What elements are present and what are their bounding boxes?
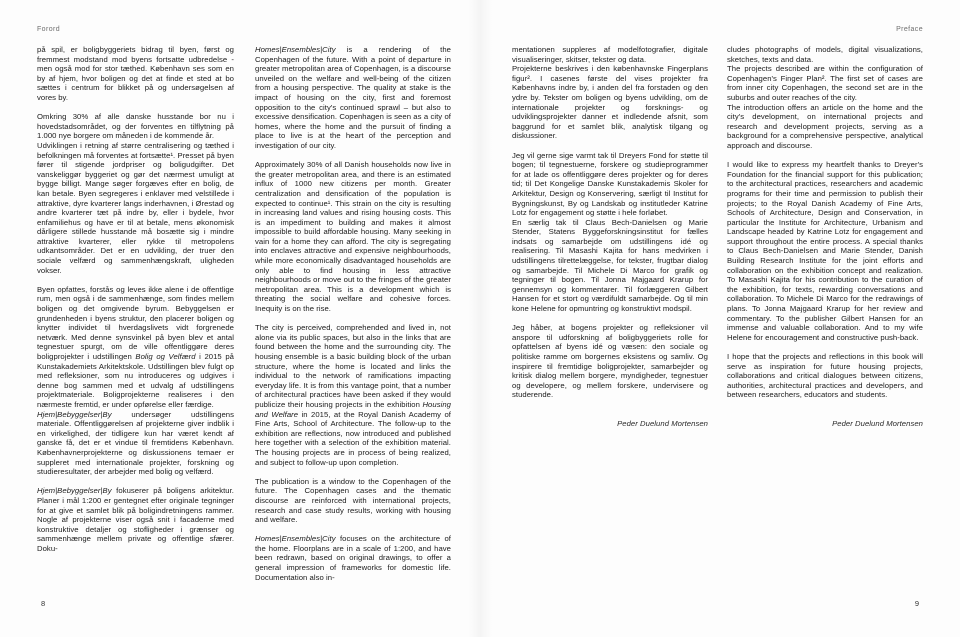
text-run: I hope that the projects and reflections in this book will serve as inspiration for future housing projects, collaborations and critical dialogues between citizens, authorities, architectural practices and developers, and between researchers, educators and students.: [727, 352, 923, 400]
text-run: Udviklingen i retning af større centralisering og tæthed i befolkningen må forventes at fortsætte¹. Presset på byen fører til stigende jordpriser og boligudgifter. Det vanskeliggør byggeriet og gør det nærmest umuligt at bygge billigt. Mange søger forgæves efter en bolig, de kan betale. Byen segregeres i enklaver med velstillede i attraktive, dyre kvarterer langs inderhavnen, i Ørestad og andre kvarterer tæt på indre by, eller i bydele, hvor enfamiliehus og have er til at betale, mens økonomisk dårligere stillede husstande må bosætte sig i mindre attraktive kvarterer, eller rykke til metropolens udkantsområder. Det er en udvikling, der truer den sociale velfærd og sammenhængskraft, uligheden vokser.: [37, 140, 234, 275]
paragraph: [512, 323, 708, 400]
italic-text-run: Bolig og Velfærd: [135, 352, 196, 361]
running-header-preface: Preface: [896, 26, 923, 33]
paragraph: [255, 323, 451, 467]
italic-text-run: Homes|Ensembles|City: [255, 534, 336, 544]
text-run: The introduction offers an article on the home and the city's development, on international projects and research and development projects, serving as a background for a comprehensive perspective, analytical approach and discourse.: [727, 102, 923, 150]
paragraph: [512, 218, 708, 314]
italic-text-run: Hjem|Bebyggelser|By: [37, 409, 112, 419]
paragraph: [727, 45, 923, 64]
text-run: I would like to express my heartfelt thanks to Dreyer's Foundation for the financial support for this publication; to the architectural practices, researchers and academic programs for their time and permission to publish their projects; to the Royal Danish Academy of Fine Arts, Schools of Architecture, Design and Conservation, in particular the Institute for Architecture, Urbanism and Landscape headed by Katrine Lotz for engagement and support throughout the entire process. A special thanks to Claus Bech-Danielsen and Marie Stender, Danish Building Research Institute for the joint efforts and collaboration on the exhibition concept and realization. To Masashi Kajita for his contribution to the curation of the exhibition, for texts, rewarding conversations and collaboration. To Michele Di Marco for the redrawings of plans. To Jonna Majgaard Krarup for her review and commentary. To the publisher Gilbert Hansen for an immense and valuable collaboration. And to my wife Helene for encouragement and constructive push-back.: [727, 160, 923, 342]
text-run: The city is perceived, comprehended and lived in, not alone via its public spaces, but also in the links that are found between the home and the surrounding city. The housing ensemble is a basic building block of the urban structure, where the home is located and links the individual to the network of ramifications impacting everyday life. It is from this vantage point, that a number of architectural practices have been asked if they would publicize their housing projects in the exhibition: [255, 323, 451, 409]
paragraph: [512, 45, 708, 64]
text-run: Byen opfattes, forstås og leves ikke alene i de offentlige rum, men også i de sammenhænge, som findes mellem boligen og det omgivende byrum. Bebyggelsen er grundenheden i byens struktur, den placerer boligen og knytter individet til hverdagslivets vidt forgrenede netværk. Med denne synsvinkel på byen blev et antal tegnestuer spurgt, om de ville offentliggøre deres boligprojekter i udstillingen: [37, 284, 234, 361]
italic-text-run: Homes|Ensembles|City: [255, 45, 336, 54]
text-run: in 2015, at the Royal Danish Academy of Fine Arts, School of Architecture. The follow-up to the exhibition are reflections, now introduced and published here together with a selection of the exhibition material. The housing projects are in process of being realized, and subject to follow-up upon completion.: [255, 409, 451, 467]
text-run: En særlig tak til Claus Bech-Danielsen og Marie Stender, Statens Byggeforskningsinstitut for fælles indsats og samarbejde om udstillingens idé og realisering. Til Masashi Kajita for hans medvirken i udstillingens tilrettelæggelse, for tekster, frugtbar dialog og samarbejde. Til Michele Di Marco for grafik og tegninger til bogen. Til Jonna Majgaard Krarup for gennemsyn og kommentarer. Til forlæggeren Gilbert Hansen for et stort og værdifuldt samarbejde. Og til min kone Helene for opmuntring og konstruktivt modspil.: [512, 217, 708, 314]
text-run: Jeg håber, at bogens projekter og refleksioner vil anspore til udforskning af boligbyggeriets rolle for opfattelsen af byens idé og væsen: den sociale og politiske ramme om borgernes eksistens og samliv. Og inspirere til fremtidige boligprojekter, samarbejder og kritisk dialog mellem borgere, myndigheder, tegnestuer og developere, og mellem forskere, undervisere og studerende.: [512, 323, 708, 400]
paragraph: [727, 64, 923, 102]
italic-text-run: Peder Duelund Mortensen: [832, 418, 923, 428]
text-run: Approximately 30% of all Danish households now live in the greater metropolitan area, and there is an estimated influx of 1000 new citizens per month. Greater centralization and densification of the population is expected to continue¹. This strain on the city is resulting in increasing land values and rising housing costs. This is an impediment to building and makes it almost impossible to build affordable housing. Many seeking in vain for a home they can afford. The city is segregating into enclaves attractive and expensive neighbourhoods, while more economically disadvantaged households are only able to find housing in less attractive neighbourhoods or move out to the fringes of the greater metropolitan area. This is a development which is threating the social welfare and cohesive forces. Inequity is on the rise.: [255, 160, 451, 314]
text-column: [512, 45, 708, 429]
signature: [512, 419, 708, 429]
text-run: The publication is a window to the Copenhagen of the future. The Copenhagen cases and the thematic discourse are reinforced with international projects, research and case study results, working with housing and welfare.: [255, 476, 451, 525]
paragraph: [512, 151, 708, 218]
italic-text-run: Peder Duelund Mortensen: [617, 418, 708, 428]
paragraph: [727, 352, 923, 400]
paragraph: [37, 285, 234, 410]
text-run: cludes photographs of models, digital visualizations, sketches, texts and data.: [727, 45, 923, 64]
paragraph: [255, 45, 451, 151]
page-right: [480, 0, 960, 637]
text-run: undersøger udstillingens materiale. Offentliggørelsen af projekterne giver indblik i en virkelighed, der tidligere kun har været kendt af ganske få, det er et vindue til fremtidens København. Københavnerprojekterne og diskussionens temaer er suppleret med internationale projekter, forskning og studieresultater, der arbejder med bolig og velfærd.: [37, 409, 234, 477]
text-run: fokuserer på boligens arkitektur. Planer i mål 1:200 er gentegnet efter originale tegninger for at give et samlet blik på boligindretningens rammer. Nogle af projekterne viser også snit i facaderne med konstruktive detaljer og stofligheder i grænser og sammenhænge mellem private og offentlige sfærer. Doku-: [37, 486, 234, 553]
signature: [727, 419, 923, 429]
text-column: [255, 45, 451, 582]
text-run: Projekterne beskrives i den københavnske Fingerplans figur². I casenes første del vises projekter fra Københavns indre by, i anden del fra forstaden og den ydre by. Tekster om boligen og byens udvikling, om de internationale projekter og forsknings- og udviklingsprojekter danner et indledende afsnit, som baggrund for et samlet blik, analytisk tilgang og diskussioner.: [512, 64, 708, 141]
paragraph: [37, 112, 234, 141]
paragraph: [255, 477, 451, 525]
paragraph: [255, 534, 451, 582]
paragraph: [727, 160, 923, 342]
text-column: [727, 45, 923, 429]
text-run: The projects described are within the configuration of Copenhagen's Finger Plan². The first set of cases are from inner city Copenhagen, the second set are in the suburbs and outer reaches of the city.: [727, 64, 923, 102]
text-run: Jeg vil gerne sige varmt tak til Dreyers Fond for støtte til bogen; til tegnestuerne, forskere og studieprogrammer for at lade os offentliggøre deres projekter og for deres tid; til Det Kongelige Danske Kunstakademis Skoler for Arkitektur, Design og Konservering, særligt til Institut for Bygningskunst, By og Landskab og institutleder Katrine Lotz for engagement og støtte i hele forløbet.: [512, 150, 708, 218]
page-number-right: 9: [914, 599, 919, 608]
italic-text-run: Housing and Welfare: [255, 399, 451, 419]
text-run: focuses on the architecture of the home. Floorplans are in a scale of 1:200, and have been redrawn, based on original drawings, to offer a general impression of frameworks for domestic life. Documentation also in-: [255, 534, 451, 582]
paragraph: [37, 410, 234, 477]
text-run: i 2015 på Kunstakademiets Arkitektskole. Udstillingen blev fulgt op med refleksioner, som nu introduceres og udgives i denne bog sammen med et udvalg af udstillingens projektmateriale. Boligprojekterne realiseres i den nærmeste fremtid, er under opførelse eller færdige.: [37, 352, 234, 409]
text-run: mentationen suppleres af modelfotografier, digitale visualiseringer, skitser, tekster og data.: [512, 45, 708, 64]
italic-text-run: Hjem|Bebyggelser|By: [37, 486, 112, 496]
paragraph: [37, 141, 234, 275]
running-header-forord: Forord: [37, 26, 61, 33]
text-column: [37, 45, 234, 553]
paragraph: [255, 160, 451, 314]
text-run: is a rendering of the Copenhagen of the future. With a point of departure in greater metropolitan area of Copenhagen, is a discourse unveiled on the welfare and well-being of the citizen from a housing perspective. The quality at stake is the impact of housing on the city, first and foremost opposition to the city's continued sprawl – but also to excessive densification. Copenhagen is seen as a city of homes, where the home and the pursuit of finding a place to live is at the heart of the perception and investigation of our city.: [255, 45, 451, 150]
text-run: Omkring 30% af alle danske husstande bor nu i hovedstadsområdet, og der forventes en tilflytning på 1.000 nye borgere om måneden i de kommende år.: [37, 112, 234, 141]
paragraph: [37, 45, 234, 103]
paragraph: [37, 486, 234, 553]
text-run: på spil, er boligbyggeriets bidrag til byen, først og fremmest modstand mod byens fortsatte udbredelse - men også mod for stor tæthed. København ses som en by af hjem, hvor boligen og det at finde et sted at bo sættes i centrum for blikket på og undersøgelsen af vores by.: [37, 45, 234, 102]
page-number-left: 8: [41, 599, 46, 608]
paragraph: [727, 103, 923, 151]
paragraph: [512, 64, 708, 141]
